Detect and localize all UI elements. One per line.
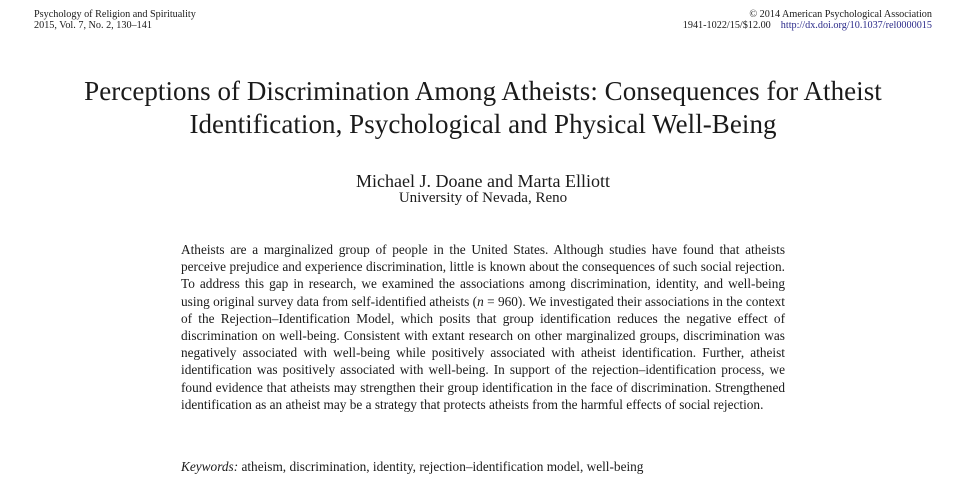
journal-citation: 2015, Vol. 7, No. 2, 130–141 <box>34 19 152 31</box>
doi-link[interactable]: http://dx.doi.org/10.1037/rel0000015 <box>780 19 932 31</box>
paper-title <box>0 75 966 141</box>
keywords-list: atheism, discrimination, identity, rejection–identification model, well-being <box>241 459 644 474</box>
journal-name: Psychology of Religion and Spirituality <box>34 9 196 20</box>
journal-header <box>0 10 976 34</box>
publisher-info <box>683 10 932 31</box>
abstract-text-part-1: Atheists are a marginalized group of people in the United States. Although studies have found that atheists perceive prejudice and experience discrimination, little is known about the consequences of such social rejection. To address this gap in research, we examined the associations among discrimination, identity, and well-being using original survey data from self-identified atheists ( <box>181 242 785 309</box>
abstract-text-part-2: = 960). We investigated their associations in the context of the Rejection–Identification Model, which posits that group identification reduces the negative effect of discrimination on well-being. Consistent with extant research on other marginalized groups, discrimination was negatively associated with well-being while positively associated with atheist identification. Further, atheist identification was positively associated with well-being. In support of the rejection–identification process, we found evidence that atheists may strengthen their group identification in the face of discrimination. Strengthened identification as an atheist may be a strategy that protects atheists from the harmful effects of social rejection. <box>181 293 785 412</box>
issn-doi-line <box>683 21 932 32</box>
keywords-label: Keywords: <box>181 459 239 474</box>
title-line-1: Perceptions of Discrimination Among Atheists: Consequences for Atheist <box>84 76 882 106</box>
sample-size-symbol: n <box>477 293 484 309</box>
author-affiliation: University of Nevada, Reno <box>398 190 568 206</box>
abstract <box>181 241 785 413</box>
keywords <box>181 458 801 475</box>
title-line-2: Identification, Psychological and Physical Well-Being <box>189 109 777 139</box>
issn-price: 1941-1022/15/$12.00 <box>682 19 771 31</box>
journal-info <box>34 10 196 31</box>
copyright-notice: © 2014 American Psychological Association <box>749 9 932 20</box>
author-names: Michael J. Doane and Marta Elliott <box>356 171 610 191</box>
